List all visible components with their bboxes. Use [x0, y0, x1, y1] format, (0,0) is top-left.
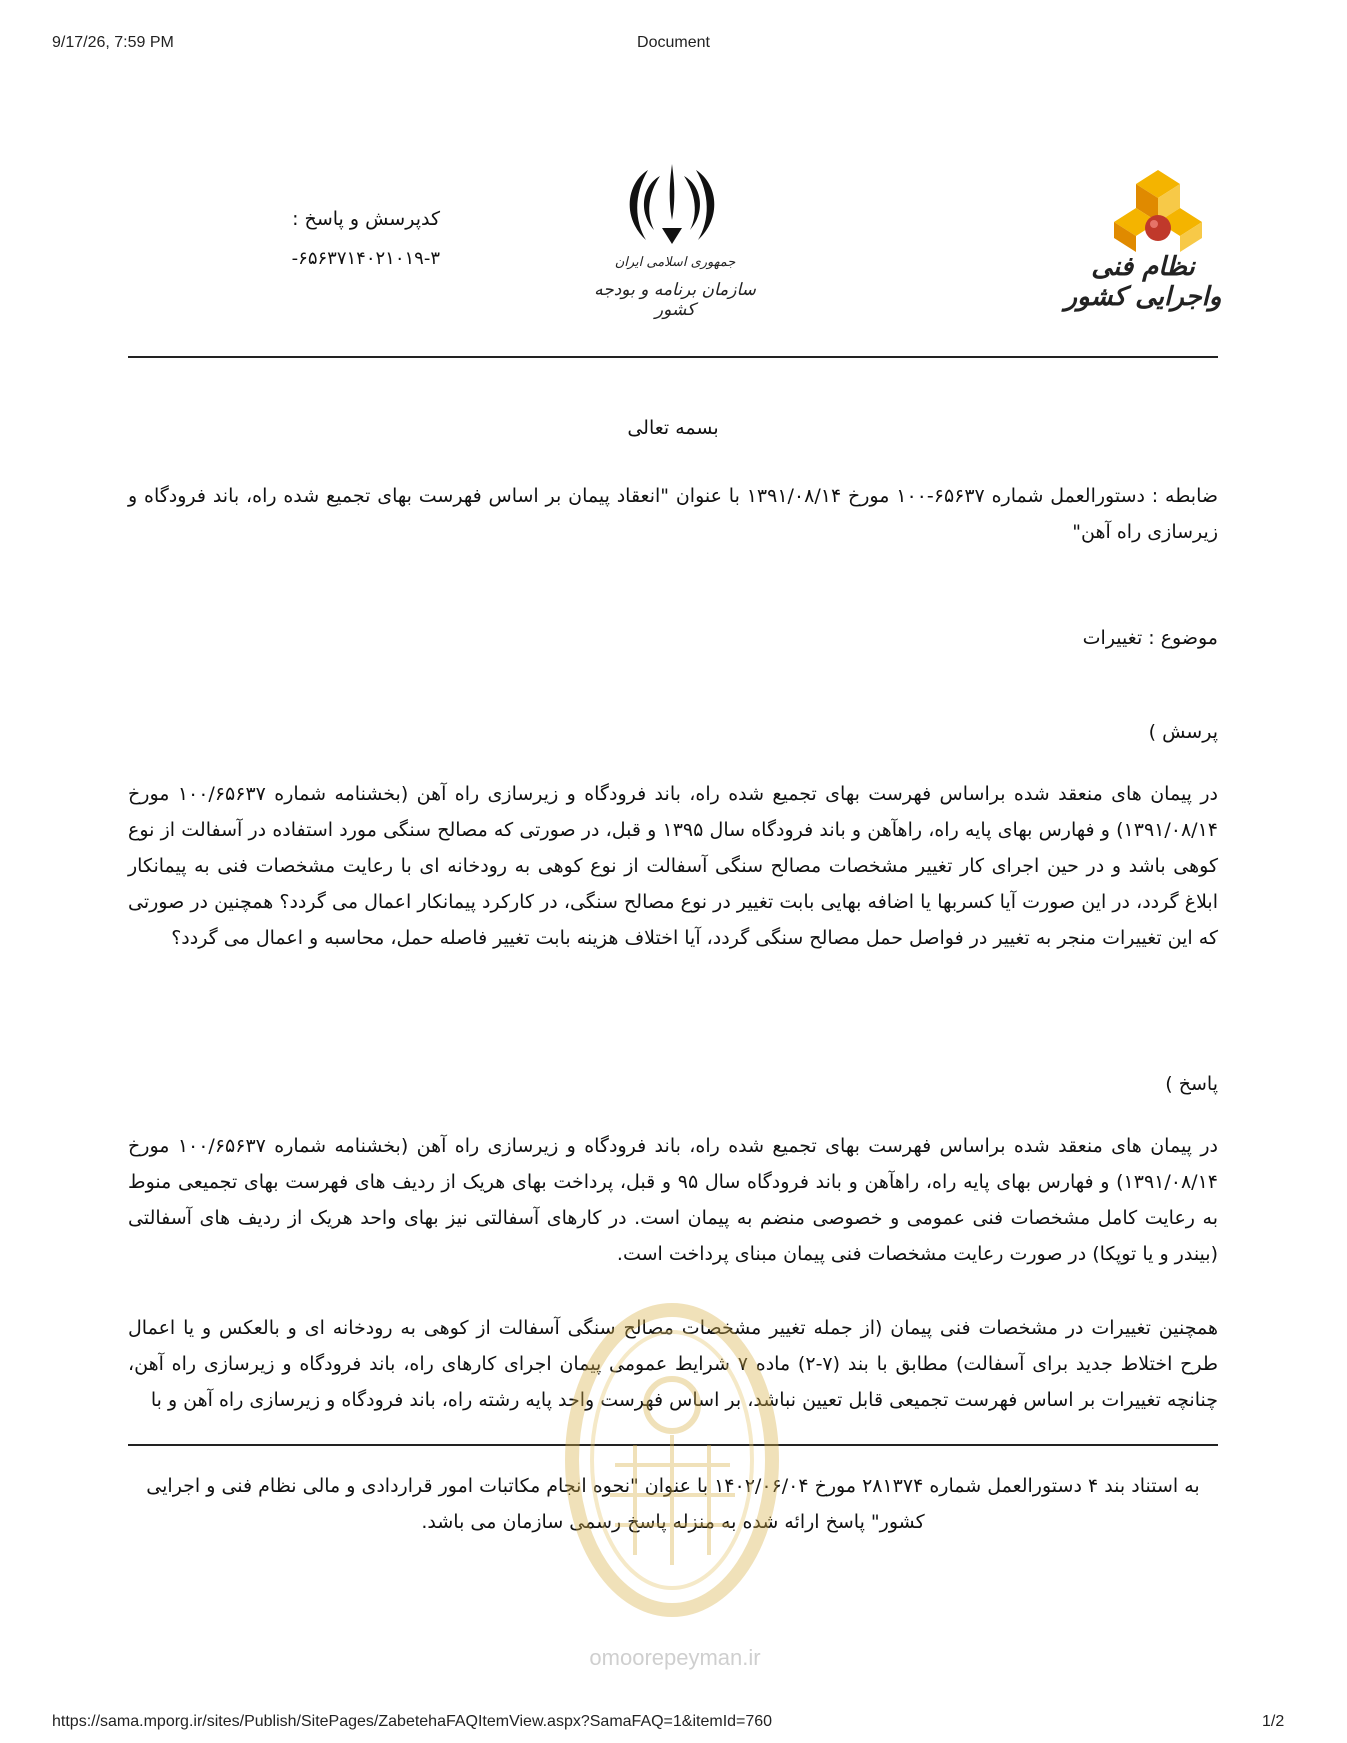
watermark-seal-icon [555, 1295, 790, 1625]
question-body: در پیمان های منعقد شده براساس فهرست بهای تجمیع شده راه، باند فرودگاه و زیرسازی راه آهن (بخشنامه شماره ۱۰۰/۶۵۶۳۷ مورخ ۱۳۹۱/۰۸/۱۴) و فهارس بهای پایه راه، راهآهن و باند فرودگاه سال ۱۳۹۵ و قبل، در صورتی که مصالح سنگی مورد استفاده در آسفالت از نوع کوهی باشد و در حین اجرای کار تغییر مشخصات مصالح سنگی آسفالت از نوع کوهی به رودخانه ای با رعایت مشخصات فنی به پیمانکار ابلاغ گردد، در این صورت آیا کسربها یا اضافه بهایی بابت تغییر در نوع مصالح سنگی، در کارکرد پیمانکار اعمال می گردد؟ همچنین در صورتی که این تغییرات منجر به تغییر در فواصل حمل مصالح سنگی گردد، آیا اختلاف هزینه بابت تغییر فاصله حمل، محاسبه و اعمال می گردد؟ [128, 783, 1218, 949]
print-page-number: 1/2 [1262, 1713, 1285, 1730]
iran-emblem-icon [620, 160, 724, 252]
footer-note: به استناد بند ۴ دستورالعمل شماره ۲۸۱۳۷۴ مورخ ۱۴۰۲/۰۶/۰۴ با عنوان "نحوه انجام مکاتبات امور قراردادی و مالی نظام فنی و اجرایی کشور" پاسخ ارائه شده به منزله پاسخ رسمی سازمان می باشد. [146, 1475, 1200, 1533]
answer-heading: پاسخ ) [1165, 1073, 1218, 1095]
code-value: -۶۵۶۳۷۱۴۰۲۱۰۱۹-۳ [291, 248, 440, 269]
code-label: کدپرسش و پاسخ : [292, 208, 440, 230]
nezam-fanni-logo-text: نظام فنی واجرایی کشور [1064, 252, 1222, 312]
question-heading: پرسش ) [1148, 721, 1218, 743]
subject-line: موضوع : تغییرات [1082, 627, 1218, 649]
answer-paragraph-2: همچنین تغییرات در مشخصات فنی پیمان (از جمله تغییر مشخصات مصالح سنگی آسفالت از کوهی به رودخانه ای و بالعکس و یا اعمال طرح اختلاط جدید برای آسفالت) مطابق با بند (۷-۲) ماده ۷ شرایط عمومی پیمان اجرای کارهای راه، باند فرودگاه و زیرسازی راه آهن، چنانچه تغییرات بر اساس فهرست تجمیعی قابل تعیین نباشد، بر اساس فهرست واحد پایه رشته راه، باند فرودگاه و زیرسازی راه آهن و با [128, 1317, 1218, 1411]
header-divider [128, 356, 1218, 358]
print-title: Document [637, 34, 710, 51]
print-date: 9/17/26, 7:59 PM [52, 34, 174, 51]
emblem-caption-line2: سازمان برنامه و بودجه کشور [594, 280, 756, 320]
answer-paragraph-1: در پیمان های منعقد شده براساس فهرست بهای تجمیع شده راه، باند فرودگاه و زیرسازی راه آهن (بخشنامه شماره ۱۰۰/۶۵۶۳۷ مورخ ۱۳۹۱/۰۸/۱۴) و فهارس بهای پایه راه، راهآهن و باند فرودگاه سال ۹۵ و قبل، پرداخت بهای هریک از ردیف های فهرست بهای تجمیعی منوط به رعایت کامل مشخصات فنی عمومی و خصوصی منضم به پیمان است. در کارهای آسفالتی نیز بهای واحد هریک از ردیف های آسفالتی (بیندر و یا توپکا) در صورت رعایت مشخصات فنی پیمان مبنای پرداخت است. [128, 1135, 1218, 1265]
watermark-site-text: omoorepeyman.ir [589, 1645, 761, 1670]
basmala: بسمه تعالی [627, 417, 719, 439]
emblem-caption-line1: جمهوری اسلامی ایران [614, 255, 736, 270]
zabeteh-paragraph: ضابطه : دستورالعمل شماره ۶۵۶۳۷-۱۰۰ مورخ ۱۳۹۱/۰۸/۱۴ با عنوان "انعقاد پیمان بر اساس فهرست بهای تجمیع شده راه، باند فرودگاه و زیرسازی راه آهن" [128, 485, 1218, 543]
print-url[interactable]: https://sama.mporg.ir/sites/Publish/SitePages/ZabetehaFAQItemView.aspx?SamaFAQ=1&itemId=760 [52, 1713, 773, 1730]
